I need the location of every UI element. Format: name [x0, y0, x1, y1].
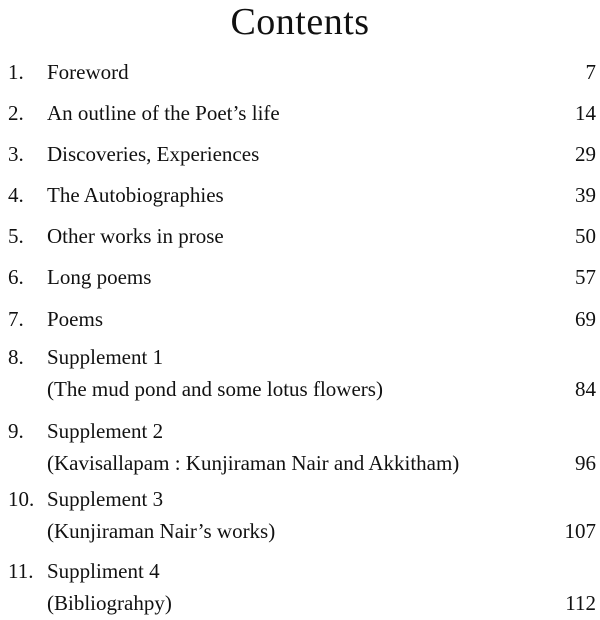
entry-page-number: 84	[575, 377, 596, 401]
entry-page-number: 112	[565, 591, 596, 615]
entry-title: Discoveries, Experiences	[47, 142, 260, 166]
entry-number: 4.	[8, 183, 24, 207]
page-title: Contents	[230, 1, 370, 43]
entry-title: Other works in prose	[47, 224, 224, 248]
entry-subtitle: (Kavisallapam : Kunjiraman Nair and Akkitham)	[47, 451, 460, 475]
entry-page-number: 57	[575, 265, 596, 289]
entry-title: Supplement 2	[47, 419, 164, 443]
entry-number: 2.	[8, 101, 24, 125]
entry-number: 9.	[8, 419, 24, 443]
entry-title: Supplement 3	[47, 487, 164, 511]
entry-number: 8.	[8, 345, 24, 369]
entry-page-number: 7	[585, 60, 596, 84]
entry-title: Poems	[47, 307, 104, 331]
entry-page-number: 14	[575, 101, 596, 125]
entry-number: 1.	[8, 60, 24, 84]
entry-subtitle: (The mud pond and some lotus flowers)	[47, 377, 383, 401]
entry-title: The Autobiographies	[47, 183, 224, 207]
entry-number: 10.	[8, 487, 35, 511]
entry-page-number: 96	[575, 451, 596, 475]
entry-title: Long poems	[47, 265, 152, 289]
entry-title: An outline of the Poet’s life	[47, 101, 280, 125]
entry-page-number: 29	[575, 142, 596, 166]
entry-number: 3.	[8, 142, 24, 166]
entry-page-number: 107	[564, 519, 596, 543]
entry-number: 5.	[8, 224, 24, 248]
entry-title: Suppliment 4	[47, 559, 160, 583]
entry-title: Supplement 1	[47, 345, 164, 369]
entry-page-number: 39	[575, 183, 596, 207]
entry-subtitle: (Kunjiraman Nair’s works)	[47, 519, 276, 543]
entry-title: Foreword	[47, 60, 129, 84]
entry-subtitle: (Bibliograhpy)	[47, 591, 172, 615]
entry-page-number: 69	[575, 307, 596, 331]
entry-number: 7.	[8, 307, 24, 331]
entry-page-number: 50	[575, 224, 596, 248]
entry-number: 6.	[8, 265, 24, 289]
entry-number: 11.	[8, 559, 34, 583]
